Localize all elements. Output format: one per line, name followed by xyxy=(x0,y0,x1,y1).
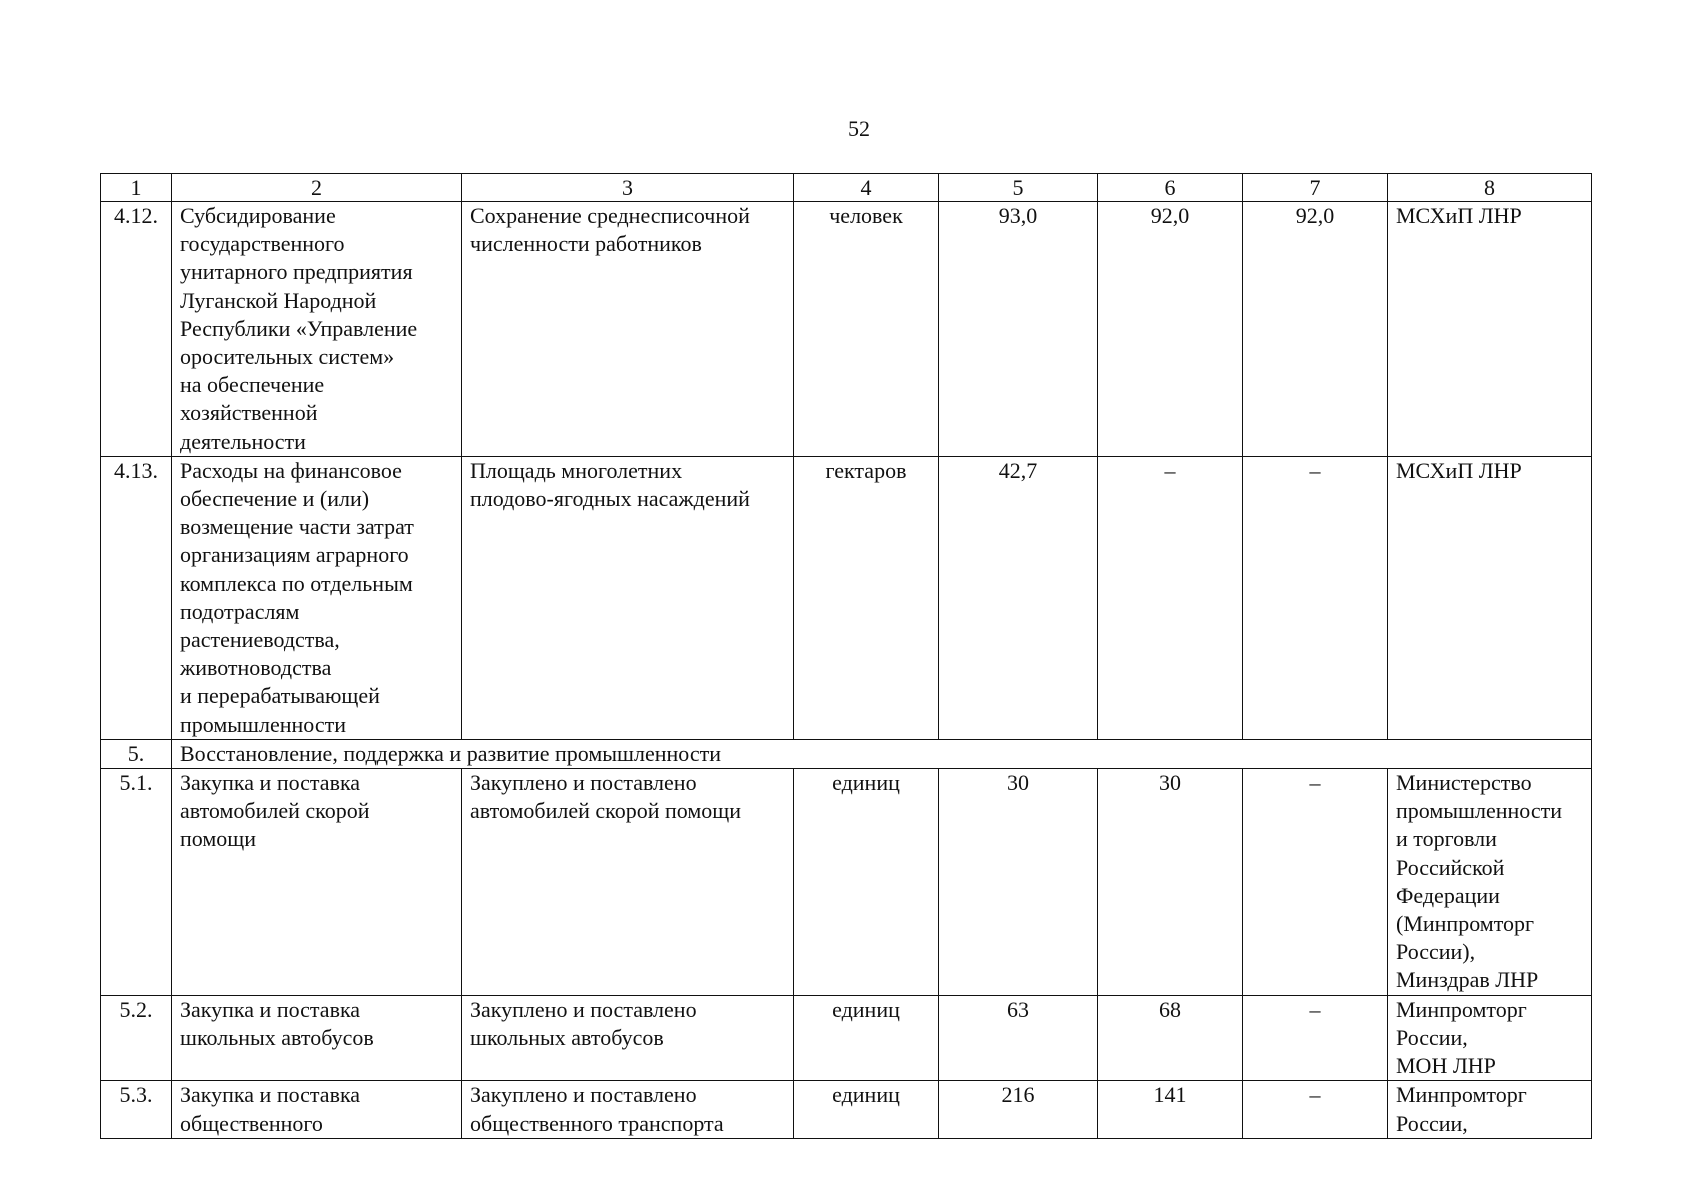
value-cell-5: 216 xyxy=(939,1081,1098,1138)
indicator-name-text: Сохранение среднесписочной численности работников xyxy=(470,203,750,257)
executor-cell xyxy=(1388,456,1592,739)
value-cell-7: – xyxy=(1243,769,1388,996)
table-row xyxy=(101,769,1592,996)
executor-cell xyxy=(1388,202,1592,457)
value-cell-7: – xyxy=(1243,1081,1388,1138)
indicators-table xyxy=(100,173,1592,1139)
unit-cell: гектаров xyxy=(794,456,939,739)
measure-name xyxy=(172,456,462,739)
header-cell: 4 xyxy=(794,174,939,202)
section-row xyxy=(101,739,1592,768)
measure-name-text: Закупка и поставка автомобилей скорой помощи xyxy=(180,770,370,852)
indicator-name-text: Закуплено и поставлено школьных автобусов xyxy=(470,996,697,1050)
value-cell-5: 42,7 xyxy=(939,456,1098,739)
indicator-name xyxy=(462,1081,794,1138)
table-row xyxy=(101,1081,1592,1138)
page-number: 52 xyxy=(848,116,870,141)
header-cell: 5 xyxy=(939,174,1098,202)
executor-text: МСХиП ЛНР xyxy=(1396,457,1522,483)
header-cell: 8 xyxy=(1388,174,1592,202)
header-cell: 3 xyxy=(462,174,794,202)
table-row xyxy=(101,456,1592,739)
unit-cell: единиц xyxy=(794,1081,939,1138)
unit-cell: человек xyxy=(794,202,939,457)
measure-name xyxy=(172,995,462,1081)
value-cell-5: 93,0 xyxy=(939,202,1098,457)
unit-cell: единиц xyxy=(794,995,939,1081)
value-cell-6: – xyxy=(1098,456,1243,739)
value-cell-7: 92,0 xyxy=(1243,202,1388,457)
measure-name xyxy=(172,769,462,996)
executor-text: МСХиП ЛНР xyxy=(1396,203,1522,228)
value-cell-5: 30 xyxy=(939,769,1098,996)
table-row xyxy=(101,995,1592,1081)
indicator-name xyxy=(462,456,794,739)
indicator-name-text: Площадь многолетних плодово-ягодных насаждений xyxy=(470,457,750,512)
row-number: 5.1. xyxy=(101,769,172,996)
executor-text: Министерство промышленности и торговли Российской Федерации (Минпромторг России), Минздрав ЛНР xyxy=(1396,770,1562,993)
value-cell-6: 141 xyxy=(1098,1081,1243,1138)
row-number: 5.3. xyxy=(101,1081,172,1138)
measure-name-text: Закупка и поставка общественного xyxy=(180,1082,361,1136)
table-header-row xyxy=(101,174,1592,202)
header-cell: 2 xyxy=(172,174,462,202)
row-number: 5.2. xyxy=(101,995,172,1081)
indicator-name xyxy=(462,202,794,457)
unit-cell: единиц xyxy=(794,769,939,996)
executor-text: Минпромторг России, xyxy=(1396,1082,1527,1136)
measure-name-text: Субсидирование государственного унитарного предприятия Луганской Народной Республики «Управление оросительных систем» на обеспечение хозяйственной деятельности xyxy=(180,203,418,454)
executor-text: Минпромторг России, МОН ЛНР xyxy=(1396,996,1527,1079)
header-cell: 1 xyxy=(101,174,172,202)
executor-cell xyxy=(1388,1081,1592,1138)
value-cell-6: 68 xyxy=(1098,995,1243,1081)
measure-name xyxy=(172,202,462,457)
indicator-name xyxy=(462,769,794,996)
table-row xyxy=(101,202,1592,457)
executor-cell xyxy=(1388,769,1592,996)
header-cell: 6 xyxy=(1098,174,1243,202)
indicator-name-text: Закуплено и поставлено автомобилей скорой помощи xyxy=(470,770,742,824)
value-cell-5: 63 xyxy=(939,995,1098,1081)
executor-cell xyxy=(1388,995,1592,1081)
row-number: 4.12. xyxy=(101,202,172,457)
measure-name xyxy=(172,1081,462,1138)
value-cell-7: – xyxy=(1243,456,1388,739)
value-cell-6: 92,0 xyxy=(1098,202,1243,457)
indicator-name-text: Закуплено и поставлено общественного транспорта xyxy=(470,1082,724,1136)
indicator-name xyxy=(462,995,794,1081)
measure-name-text: Закупка и поставка школьных автобусов xyxy=(180,996,374,1050)
header-cell: 7 xyxy=(1243,174,1388,202)
row-number: 4.13. xyxy=(101,456,172,739)
value-cell-7: – xyxy=(1243,995,1388,1081)
section-number: 5. xyxy=(101,739,172,768)
value-cell-6: 30 xyxy=(1098,769,1243,996)
section-title: Восстановление, поддержка и развитие промышленности xyxy=(172,739,1592,768)
measure-name-text: Расходы на финансовое обеспечение и (или) возмещение части затрат организациям аграрного комплекса по отдельным подотраслям растениеводства, животноводства и перерабатывающей промышленности xyxy=(180,457,414,737)
